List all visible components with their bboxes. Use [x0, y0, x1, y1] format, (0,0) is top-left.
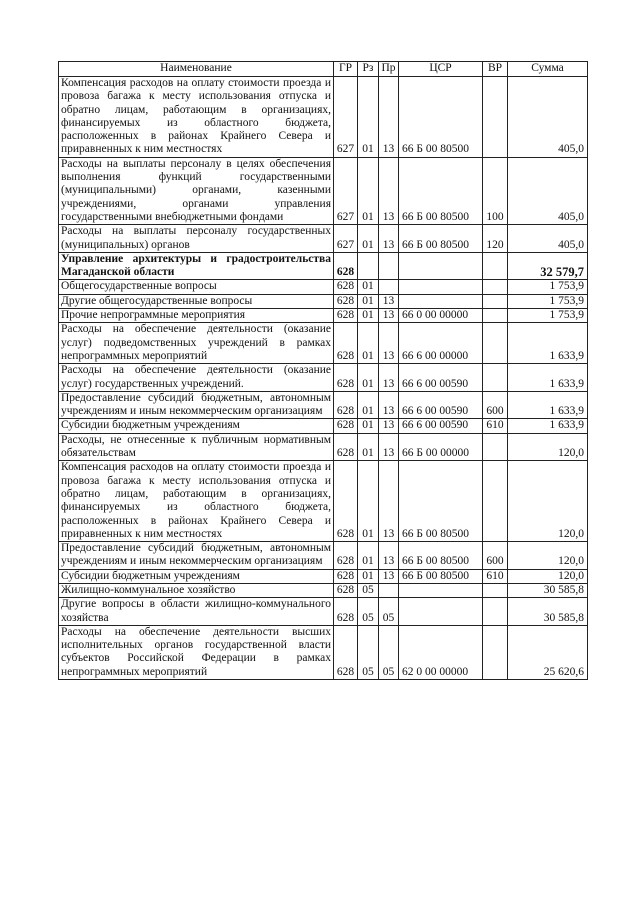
cell-vr — [483, 625, 508, 679]
cell-rz: 01 — [358, 391, 379, 419]
cell-pr: 13 — [379, 309, 399, 323]
cell-vr — [483, 323, 508, 364]
cell-pr — [379, 252, 399, 280]
table-row — [59, 309, 588, 323]
cell-gr: 628 — [334, 309, 358, 323]
cell-sum: 120,0 — [508, 569, 588, 583]
cell-pr: 13 — [379, 391, 399, 419]
header-name: Наименование — [59, 62, 334, 77]
cell-rz — [358, 252, 379, 280]
header-rz: Рз — [358, 62, 379, 77]
cell-gr: 628 — [334, 569, 358, 583]
table-row — [59, 583, 588, 597]
cell-csr: 66 6 00 00000 — [399, 323, 483, 364]
cell-sum: 120,0 — [508, 542, 588, 570]
cell-vr — [483, 461, 508, 542]
cell-csr — [399, 294, 483, 308]
cell-name: Компенсация расходов на оплату стоимости проезда и провоза багажа к месту использования отпуска и обратно лицам, работающим в организациях, финансируемых из областного бюджета, расположенных в районах Крайнего Севера и приравненных к ним местностях — [59, 461, 334, 542]
table-row — [59, 280, 588, 294]
header-csr: ЦСР — [399, 62, 483, 77]
cell-gr: 628 — [334, 598, 358, 626]
cell-rz: 01 — [358, 225, 379, 253]
cell-pr: 13 — [379, 569, 399, 583]
cell-rz: 01 — [358, 433, 379, 461]
cell-rz: 01 — [358, 461, 379, 542]
cell-name: Жилищно-коммунальное хозяйство — [59, 583, 334, 597]
cell-pr — [379, 280, 399, 294]
cell-sum: 30 585,8 — [508, 583, 588, 597]
cell-pr: 05 — [379, 625, 399, 679]
table-row — [59, 157, 588, 224]
cell-rz: 05 — [358, 625, 379, 679]
cell-sum: 120,0 — [508, 461, 588, 542]
cell-vr: 610 — [483, 569, 508, 583]
cell-rz: 01 — [358, 77, 379, 158]
cell-name: Расходы, не отнесенные к публичным нормативным обязательствам — [59, 433, 334, 461]
cell-vr: 600 — [483, 391, 508, 419]
cell-name: Предоставление субсидий бюджетным, автономным учреждениям и иным некоммерческим организациям — [59, 391, 334, 419]
cell-pr: 13 — [379, 419, 399, 433]
header-vr: ВР — [483, 62, 508, 77]
cell-rz: 01 — [358, 309, 379, 323]
cell-sum: 25 620,6 — [508, 625, 588, 679]
cell-rz: 01 — [358, 364, 379, 392]
cell-gr: 628 — [334, 419, 358, 433]
cell-rz: 01 — [358, 294, 379, 308]
cell-csr: 66 6 00 00590 — [399, 364, 483, 392]
cell-name: Компенсация расходов на оплату стоимости проезда и провоза багажа к месту использования отпуска и обратно лицам, работающим в организациях, финансируемых из областного бюджета, расположенных в районах Крайнего Севера и приравненных к ним местностях — [59, 77, 334, 158]
table-row — [59, 323, 588, 364]
cell-gr: 628 — [334, 583, 358, 597]
cell-sum: 1 633,9 — [508, 391, 588, 419]
cell-csr: 66 Б 00 80500 — [399, 77, 483, 158]
cell-gr: 628 — [334, 252, 358, 280]
cell-pr: 13 — [379, 157, 399, 224]
table-row — [59, 391, 588, 419]
table-row — [59, 294, 588, 308]
cell-pr: 13 — [379, 323, 399, 364]
table-row — [59, 225, 588, 253]
cell-csr: 62 0 00 00000 — [399, 625, 483, 679]
cell-sum: 405,0 — [508, 225, 588, 253]
header-sum: Сумма — [508, 62, 588, 77]
cell-vr: 120 — [483, 225, 508, 253]
table-row — [59, 364, 588, 392]
cell-rz: 05 — [358, 598, 379, 626]
cell-sum: 405,0 — [508, 77, 588, 158]
cell-rz: 01 — [358, 569, 379, 583]
header-row — [59, 62, 588, 77]
table-row — [59, 433, 588, 461]
table-row — [59, 625, 588, 679]
cell-name: Другие общегосударственные вопросы — [59, 294, 334, 308]
cell-vr — [483, 252, 508, 280]
table-row — [59, 461, 588, 542]
cell-pr: 13 — [379, 77, 399, 158]
cell-vr: 100 — [483, 157, 508, 224]
table-row — [59, 598, 588, 626]
cell-rz: 01 — [358, 323, 379, 364]
table-row — [59, 252, 588, 280]
cell-name: Другие вопросы в области жилищно-коммунального хозяйства — [59, 598, 334, 626]
cell-pr: 13 — [379, 364, 399, 392]
table-row — [59, 77, 588, 158]
cell-rz: 05 — [358, 583, 379, 597]
cell-gr: 628 — [334, 433, 358, 461]
cell-csr: 66 Б 00 80500 — [399, 225, 483, 253]
cell-name: Предоставление субсидий бюджетным, автономным учреждениям и иным некоммерческим организациям — [59, 542, 334, 570]
cell-sum: 1 633,9 — [508, 364, 588, 392]
cell-name: Расходы на выплаты персоналу в целях обеспечения выполнения функций государственными (муниципальными) органами, казенными учреждениями, органами управления государственными внебюджетными фондами — [59, 157, 334, 224]
cell-sum: 1 753,9 — [508, 309, 588, 323]
cell-vr — [483, 77, 508, 158]
cell-sum: 30 585,8 — [508, 598, 588, 626]
cell-name: Расходы на обеспечение деятельности (оказание услуг) подведомственных учреждений в рамках непрограммных мероприятий — [59, 323, 334, 364]
cell-csr: 66 Б 00 00000 — [399, 433, 483, 461]
table-row — [59, 542, 588, 570]
cell-csr: 66 Б 00 80500 — [399, 542, 483, 570]
cell-sum: 1 753,9 — [508, 280, 588, 294]
cell-gr: 628 — [334, 323, 358, 364]
cell-gr: 628 — [334, 461, 358, 542]
cell-pr: 05 — [379, 598, 399, 626]
cell-vr — [483, 294, 508, 308]
cell-csr — [399, 280, 483, 294]
header-gr: ГР — [334, 62, 358, 77]
header-pr: Пр — [379, 62, 399, 77]
cell-vr — [483, 309, 508, 323]
table-row — [59, 569, 588, 583]
cell-vr — [483, 598, 508, 626]
cell-name: Управление архитектуры и градостроительства Магаданской области — [59, 252, 334, 280]
cell-vr — [483, 583, 508, 597]
cell-gr: 628 — [334, 280, 358, 294]
cell-csr — [399, 598, 483, 626]
cell-name: Субсидии бюджетным учреждениям — [59, 419, 334, 433]
cell-pr: 13 — [379, 433, 399, 461]
cell-sum: 1 633,9 — [508, 323, 588, 364]
cell-sum: 1 633,9 — [508, 419, 588, 433]
cell-csr: 66 0 00 00000 — [399, 309, 483, 323]
cell-pr: 13 — [379, 461, 399, 542]
cell-gr: 628 — [334, 294, 358, 308]
cell-csr: 66 Б 00 80500 — [399, 157, 483, 224]
cell-vr — [483, 433, 508, 461]
cell-sum: 405,0 — [508, 157, 588, 224]
cell-csr: 66 Б 00 80500 — [399, 461, 483, 542]
cell-csr: 66 6 00 00590 — [399, 391, 483, 419]
cell-name: Общегосударственные вопросы — [59, 280, 334, 294]
cell-name: Субсидии бюджетным учреждениям — [59, 569, 334, 583]
cell-gr: 628 — [334, 364, 358, 392]
cell-gr: 627 — [334, 77, 358, 158]
cell-vr — [483, 364, 508, 392]
cell-pr — [379, 583, 399, 597]
cell-name: Прочие непрограммные мероприятия — [59, 309, 334, 323]
cell-csr — [399, 583, 483, 597]
cell-gr: 628 — [334, 625, 358, 679]
cell-pr: 13 — [379, 225, 399, 253]
cell-sum: 1 753,9 — [508, 294, 588, 308]
cell-csr: 66 6 00 00590 — [399, 419, 483, 433]
cell-pr: 13 — [379, 542, 399, 570]
cell-vr: 600 — [483, 542, 508, 570]
budget-table — [58, 61, 588, 680]
cell-name: Расходы на обеспечение деятельности (оказание услуг) государственных учреждений. — [59, 364, 334, 392]
cell-vr: 610 — [483, 419, 508, 433]
cell-gr: 628 — [334, 391, 358, 419]
cell-gr: 628 — [334, 542, 358, 570]
cell-gr: 627 — [334, 157, 358, 224]
cell-name: Расходы на выплаты персоналу государственных (муниципальных) органов — [59, 225, 334, 253]
cell-rz: 01 — [358, 419, 379, 433]
cell-vr — [483, 280, 508, 294]
cell-gr: 627 — [334, 225, 358, 253]
cell-name: Расходы на обеспечение деятельности высших исполнительных органов государственной власти субъектов Российской Федерации в рамках непрограммных мероприятий — [59, 625, 334, 679]
cell-csr — [399, 252, 483, 280]
cell-rz: 01 — [358, 542, 379, 570]
cell-pr: 13 — [379, 294, 399, 308]
cell-sum: 32 579,7 — [508, 252, 588, 280]
cell-csr: 66 Б 00 80500 — [399, 569, 483, 583]
cell-rz: 01 — [358, 280, 379, 294]
cell-rz: 01 — [358, 157, 379, 224]
cell-sum: 120,0 — [508, 433, 588, 461]
table-row — [59, 419, 588, 433]
